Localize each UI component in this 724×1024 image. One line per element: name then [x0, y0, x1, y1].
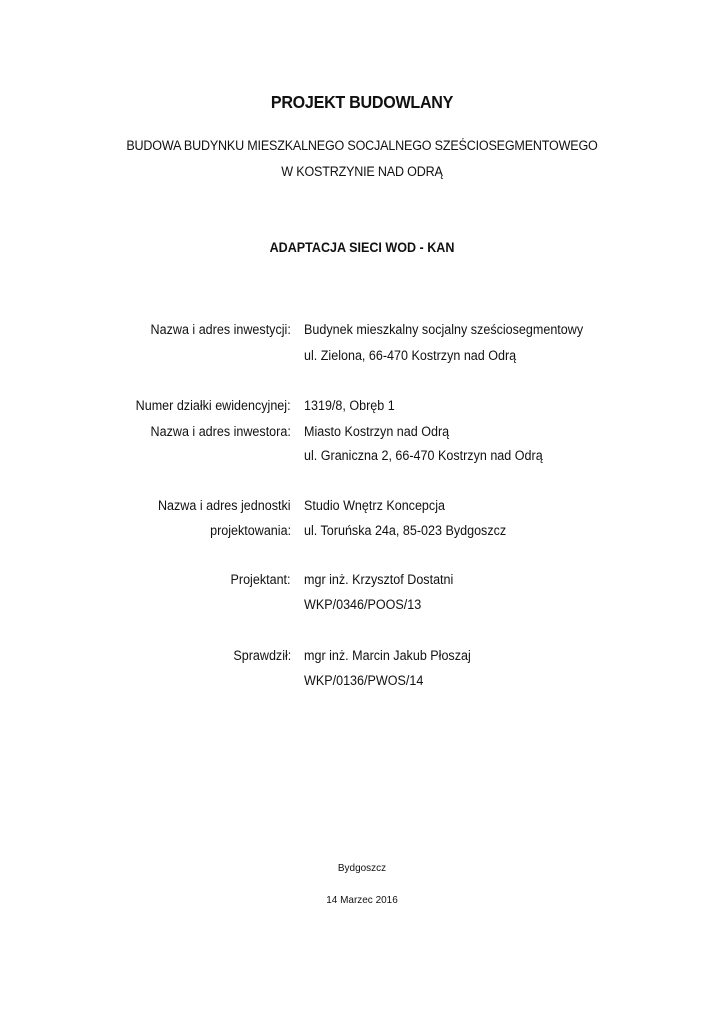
design-unit-name: Studio Wnętrz Koncepcja: [304, 498, 445, 513]
investment-row: [0, 322, 724, 342]
design-unit-row: [0, 498, 724, 518]
investment-label: Nazwa i adres inwestycji:: [150, 322, 291, 337]
project-subtitle-line-2: W KOSTRZYNIE NAD ODRĄ: [281, 164, 443, 179]
project-subtitle-line-1: BUDOWA BUDYNKU MIESZKALNEGO SOCJALNEGO SZEŚCIOSEGMENTOWEGO: [126, 138, 598, 153]
designer-name: mgr inż. Krzysztof Dostatni: [304, 572, 454, 587]
checker-name: mgr inż. Marcin Jakub Płoszaj: [304, 648, 471, 663]
designer-row: [0, 572, 724, 592]
design-unit-label-line-1: Nazwa i adres jednostki: [158, 498, 291, 513]
document-title: PROJEKT BUDOWLANY: [270, 92, 454, 112]
design-unit-address-row: [0, 523, 724, 543]
investor-name: Miasto Kostrzyn nad Odrą: [304, 424, 450, 439]
designer-license: WKP/0346/POOS/13: [304, 597, 422, 612]
investor-address: ul. Graniczna 2, 66-470 Kostrzyn nad Odrą: [304, 448, 543, 463]
investor-row: [0, 424, 724, 444]
investment-address-row: [0, 348, 724, 368]
checker-license-row: [0, 673, 724, 693]
checker-row: [0, 648, 724, 668]
checker-license: WKP/0136/PWOS/14: [304, 673, 424, 688]
section-title: ADAPTACJA SIECI WOD - KAN: [269, 240, 455, 255]
designer-label: Projektant:: [230, 572, 291, 587]
parcel-row: [0, 398, 724, 418]
design-unit-address: ul. Toruńska 24a, 85-023 Bydgoszcz: [304, 523, 507, 538]
investor-address-row: [0, 448, 724, 468]
investment-address: ul. Zielona, 66-470 Kostrzyn nad Odrą: [304, 348, 517, 363]
footer-date: 14 Marzec 2016: [326, 894, 398, 906]
investment-name: Budynek mieszkalny socjalny sześciosegmentowy: [304, 322, 584, 337]
checker-label: Sprawdził:: [233, 648, 291, 663]
design-unit-label-line-2: projektowania:: [210, 523, 291, 538]
parcel-label: Numer działki ewidencyjnej:: [136, 398, 291, 413]
investor-label: Nazwa i adres inwestora:: [150, 424, 291, 439]
footer-place: Bydgoszcz: [337, 862, 387, 874]
parcel-value: 1319/8, Obręb 1: [304, 398, 395, 413]
designer-license-row: [0, 597, 724, 617]
